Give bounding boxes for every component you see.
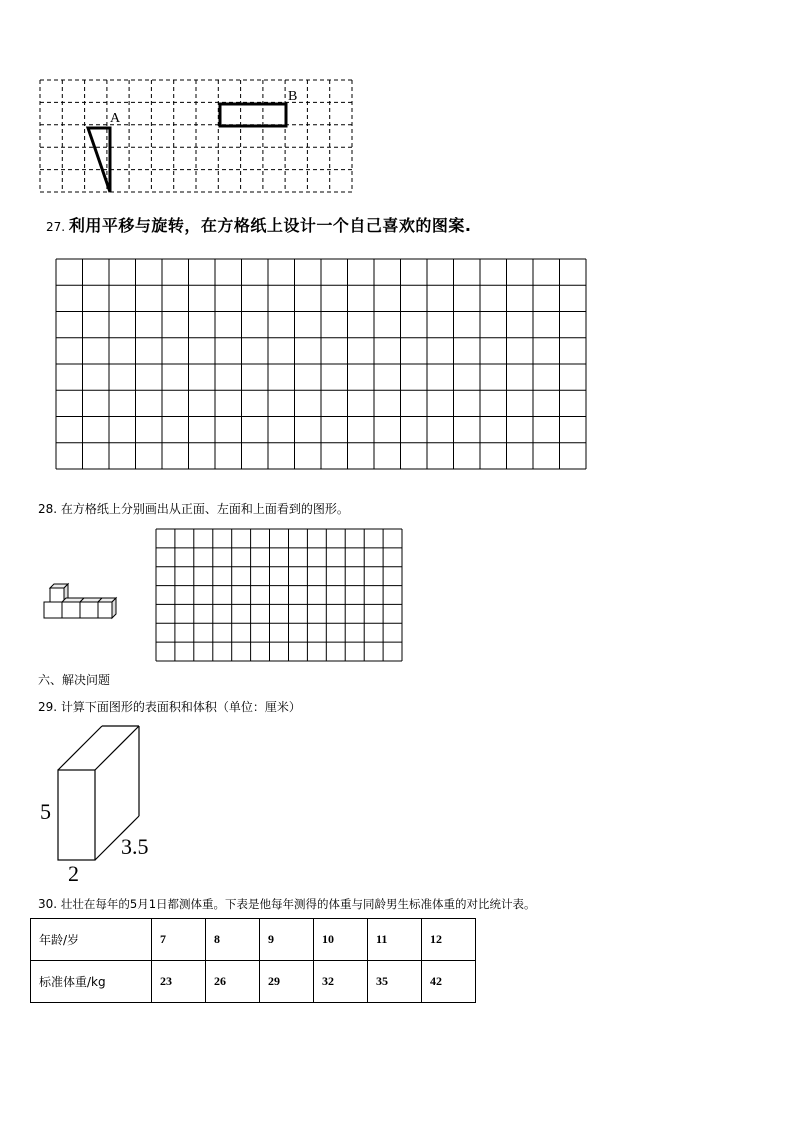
table-row xyxy=(31,961,476,1003)
q28-grid xyxy=(156,529,403,663)
table-cell: 7 xyxy=(152,919,206,961)
table-cell: 9 xyxy=(260,919,314,961)
table-cell: 42 xyxy=(422,961,476,1003)
q26-dashed-grid xyxy=(40,80,360,200)
question-number: 28. xyxy=(38,502,58,516)
depth-label: 3.5 xyxy=(121,834,149,859)
question-number: 30. xyxy=(38,897,58,911)
table-cell: 35 xyxy=(368,961,422,1003)
rectangle-b xyxy=(220,104,286,126)
question-number: 27. xyxy=(46,220,66,234)
question-text: 计算下面图形的表面积和体积（单位：厘米） xyxy=(60,700,301,714)
width-label: 2 xyxy=(68,861,79,886)
table-cell: 23 xyxy=(152,961,206,1003)
question-text: 利用平移与旋转，在方格纸上设计一个自己喜欢的图案. xyxy=(68,216,472,235)
table-cell: 12 xyxy=(422,919,476,961)
weight-table xyxy=(30,918,476,1003)
question-28 xyxy=(38,500,349,517)
row-header: 标准体重/kg xyxy=(31,961,152,1003)
table-cell: 26 xyxy=(206,961,260,1003)
section-6-heading: 六、解决问题 xyxy=(38,673,111,687)
question-27 xyxy=(46,213,472,236)
table-cell: 29 xyxy=(260,961,314,1003)
cube-stack-figure xyxy=(42,580,122,620)
label-b: B xyxy=(288,89,298,104)
question-text: 壮壮在每年的5月1日都测体重。下表是他每年测得的体重与同龄男生标准体重的对比统计表。 xyxy=(60,897,536,911)
label-a: A xyxy=(110,111,121,126)
cuboid-figure xyxy=(56,724,166,864)
q27-grid xyxy=(56,259,588,471)
question-text: 在方格纸上分别画出从正面、左面和上面看到的图形。 xyxy=(60,502,349,516)
table-cell: 32 xyxy=(314,961,368,1003)
table-cell: 10 xyxy=(314,919,368,961)
table-cell: 11 xyxy=(368,919,422,961)
table-row xyxy=(31,919,476,961)
row-header: 年龄/岁 xyxy=(31,919,152,961)
height-label: 5 xyxy=(40,799,51,824)
table-cell: 8 xyxy=(206,919,260,961)
question-29 xyxy=(38,698,301,715)
question-30 xyxy=(38,896,536,912)
question-number: 29. xyxy=(38,700,58,714)
